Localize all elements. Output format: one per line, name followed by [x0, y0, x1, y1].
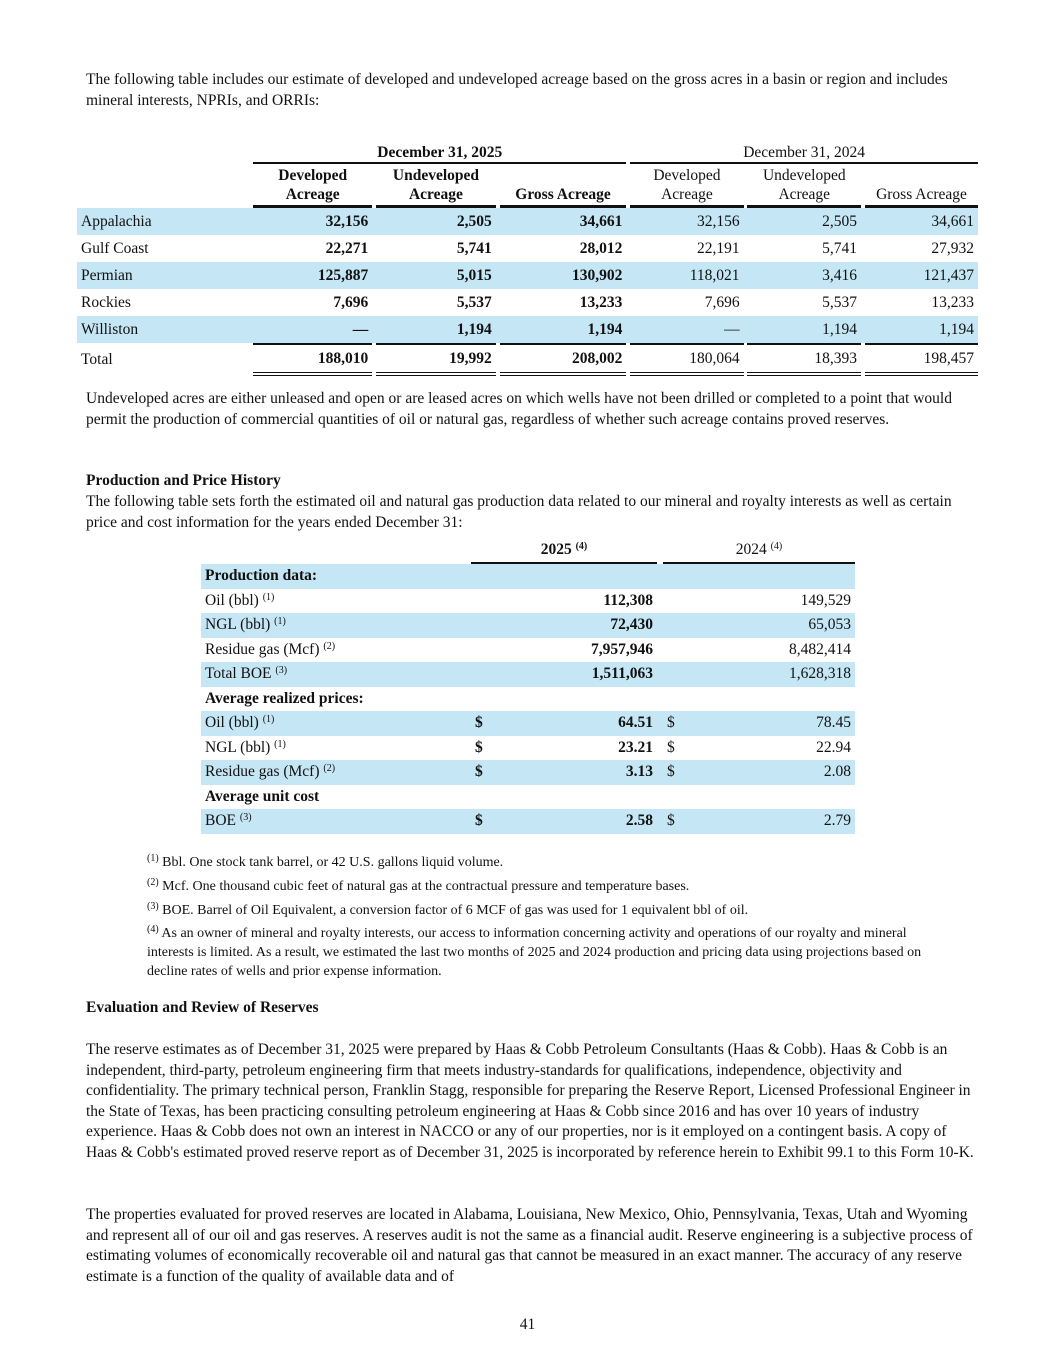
table-row: [77, 316, 978, 343]
section-row: [201, 687, 855, 712]
cell: 5,537: [822, 293, 858, 311]
page-number: 41: [519, 1316, 536, 1333]
cell: 34,661: [865, 208, 978, 235]
cell: —: [253, 316, 372, 343]
group-header-2025: December 31, 2025: [253, 137, 626, 164]
row-label: Oil (bbl) $^{(1)}$: [201, 711, 471, 736]
row-label: NGL (bbl) $^{(1)}$: [201, 613, 471, 638]
section-title: Average realized prices:: [205, 689, 364, 707]
section-title: Production data:: [201, 564, 471, 589]
group-header-2024: December 31, 2024: [630, 137, 978, 164]
table-row: [201, 613, 855, 638]
cell: 198,457: [865, 343, 978, 376]
footnote-1: $^{(1)}$ Bbl. One stock tank barrel, or 42 U.S. gallons liquid volume.: [147, 853, 504, 870]
cell: 32,156: [253, 208, 372, 235]
cell: 1,628,318: [685, 662, 855, 687]
cell: 22.94: [816, 738, 851, 756]
production-heading: Production and Price History: [86, 472, 281, 489]
cell: 3,416: [747, 262, 861, 289]
cell: 2.79: [685, 809, 855, 834]
footnote-ref: (4): [770, 541, 783, 552]
cell: 19,992: [376, 343, 496, 376]
currency-symbol: $: [663, 809, 685, 834]
col-header: Gross Acreage: [865, 164, 978, 208]
table-row: [77, 208, 978, 235]
cell: 149,529: [800, 591, 851, 609]
cell: 118,021: [630, 262, 743, 289]
row-label: Residue gas (Mcf) $^{(2)}$: [205, 640, 336, 658]
currency-symbol: $: [475, 738, 483, 756]
col-header: Developed Acreage: [630, 164, 743, 208]
table-row: [201, 736, 855, 761]
region-label: Rockies: [81, 293, 131, 311]
acreage-table: [77, 137, 978, 376]
reserves-paragraph-2: The properties evaluated for proved reserves are located in Alabama, Louisiana, New Mexico, Ohio, Pennsylvania, Texas, Utah and Wyoming and represent all of our oil and gas reserves. A reserves audit is not the same as a financial audit. Reserve engineering is a subjective process of estimating volumes of economically recoverable oil and natural gas that cannot be measured in an exact manner. The accuracy of any reserve estimate is a function of the quality of available data and of: [86, 1206, 973, 1285]
region-label: Permian: [77, 262, 253, 289]
cell: 5,741: [822, 239, 858, 257]
cell: 2.58: [493, 809, 657, 834]
row-label: BOE $^{(3)}$: [201, 809, 471, 834]
total-label: Total: [81, 350, 113, 368]
cell: 1,194: [376, 316, 496, 343]
row-label: Total BOE $^{(3)}$: [201, 662, 471, 687]
reserves-heading: Evaluation and Review of Reserves: [86, 999, 319, 1016]
cell: 1,511,063: [493, 662, 657, 687]
cell: 27,932: [931, 239, 974, 257]
year-label: 2025: [540, 541, 572, 558]
col-header: Undeveloped Acreage: [747, 164, 861, 208]
cell: 7,957,946: [590, 640, 653, 658]
region-label: Gulf Coast: [81, 239, 149, 257]
cell: 125,887: [253, 262, 372, 289]
production-paragraph: The following table sets forth the estimated oil and natural gas production data related to our mineral and royalty interests as well as certain price and cost information for the years ended December 31:: [86, 493, 952, 531]
total-row: [77, 343, 978, 376]
cell: 5,741: [456, 239, 492, 257]
cell: 22,191: [696, 239, 740, 257]
cell: 72,430: [493, 613, 657, 638]
cell: 5,537: [456, 293, 492, 311]
cell: 34,661: [500, 208, 627, 235]
col-header-2024: [663, 538, 855, 564]
region-label: Appalachia: [77, 208, 253, 235]
col-header-2025: [471, 538, 657, 564]
table-row: [201, 662, 855, 687]
reserves-paragraph-1: The reserve estimates as of December 31, 2025 were prepared by Haas & Cobb Petroleum Consultants (Haas & Cobb). Haas & Cobb is an independent, third-party, petroleum engineering firm that meets industry-standards for qualifications, independence, objectivity and confidentiality. The primary technical person, Franklin Stagg, responsible for preparing the Reserve Report, Licensed Professional Engineer in the State of Texas, has been practicing consulting petroleum engineering at Haas & Cobb since 2016 and has over 10 years of industry experience. Haas & Cobb does not own an interest in NACCO or any of our properties, nor is it employed on a contingent basis. A copy of Haas & Cobb's estimated proved reserve report as of December 31, 2025 is incorporated by reference herein to Exhibit 99.1 to this Form 10-K.: [86, 1041, 974, 1161]
cell: 8,482,414: [789, 640, 851, 658]
production-table: [201, 538, 855, 834]
cell: 1,194: [747, 316, 861, 343]
cell: 130,902: [500, 262, 627, 289]
table-row: [201, 638, 855, 663]
cell: 7,696: [333, 293, 369, 311]
cell: 208,002: [500, 343, 627, 376]
cell: 121,437: [865, 262, 978, 289]
cell: 32,156: [630, 208, 743, 235]
col-header: Gross Acreage: [500, 164, 627, 208]
table-row: [201, 711, 855, 736]
footnote-3: $^{(3)}$ BOE. Barrel of Oil Equivalent, a conversion factor of 6 MCF of gas was used for 1 equivalent bbl of oil.: [147, 901, 749, 918]
undeveloped-paragraph: Undeveloped acres are either unleased and open or are leased acres on which wells have not been drilled or completed to a point that would permit the production of commercial quantities of oil or natural gas, regardless of whether such acreage contains proved reserves.: [86, 390, 952, 428]
cell: 28,012: [579, 239, 623, 257]
cell: 78.45: [685, 711, 855, 736]
cell: 13,233: [931, 293, 974, 311]
cell: 2.08: [685, 760, 855, 785]
table-row: [201, 760, 855, 785]
currency-symbol: $: [666, 738, 675, 756]
currency-symbol: $: [471, 760, 493, 785]
year-label: 2024: [735, 541, 767, 558]
cell: 180,064: [630, 343, 743, 376]
table-row: [201, 809, 855, 834]
cell: 1,194: [500, 316, 627, 343]
row-label: Oil (bbl) $^{(1)}$: [205, 591, 275, 609]
col-header: Developed Acreage: [253, 164, 372, 208]
currency-symbol: $: [471, 711, 493, 736]
row-label: Residue gas (Mcf) $^{(2)}$: [201, 760, 471, 785]
table-row: [77, 289, 978, 316]
col-header: Undeveloped Acreage: [376, 164, 496, 208]
table-row: [77, 262, 978, 289]
cell: 13,233: [579, 293, 623, 311]
cell: 22,271: [325, 239, 369, 257]
cell: —: [630, 316, 743, 343]
currency-symbol: $: [663, 711, 685, 736]
cell: 5,015: [376, 262, 496, 289]
footnote-2: $^{(2)}$ Mcf. One thousand cubic feet of natural gas at the contractual pressure and temperature bases.: [147, 877, 690, 894]
section-title: Average unit cost: [205, 787, 320, 805]
cell: 3.13: [493, 760, 657, 785]
section-row: [201, 785, 855, 810]
cell: 1,194: [865, 316, 978, 343]
section-row: [201, 564, 855, 589]
currency-symbol: $: [663, 760, 685, 785]
row-label: NGL (bbl) $^{(1)}$: [205, 738, 286, 756]
footnote-4: $^{(4)}$ As an owner of mineral and royalty interests, our access to information concerning activity and operations of our royalty and mineral interests is limited. As a result, we estimated the last two months of 2025 and 2024 production and pricing data using projections based on decline rates of wells and prior expense information.: [147, 924, 922, 979]
table-row: [201, 589, 855, 614]
region-label: Williston: [77, 316, 253, 343]
cell: 64.51: [493, 711, 657, 736]
intro-paragraph: The following table includes our estimate of developed and undeveloped acreage based on the gross acres in a basin or region and includes mineral interests, NPRIs, and ORRIs:: [86, 71, 948, 109]
cell: 112,308: [603, 591, 653, 609]
cell: 23.21: [618, 738, 653, 756]
cell: 2,505: [376, 208, 496, 235]
table-row: [77, 235, 978, 262]
cell: 188,010: [253, 343, 372, 376]
footnote-ref: (4): [575, 541, 588, 552]
cell: 18,393: [747, 343, 861, 376]
currency-symbol: $: [471, 809, 493, 834]
cell: 65,053: [685, 613, 855, 638]
cell: 7,696: [704, 293, 740, 311]
cell: 2,505: [747, 208, 861, 235]
